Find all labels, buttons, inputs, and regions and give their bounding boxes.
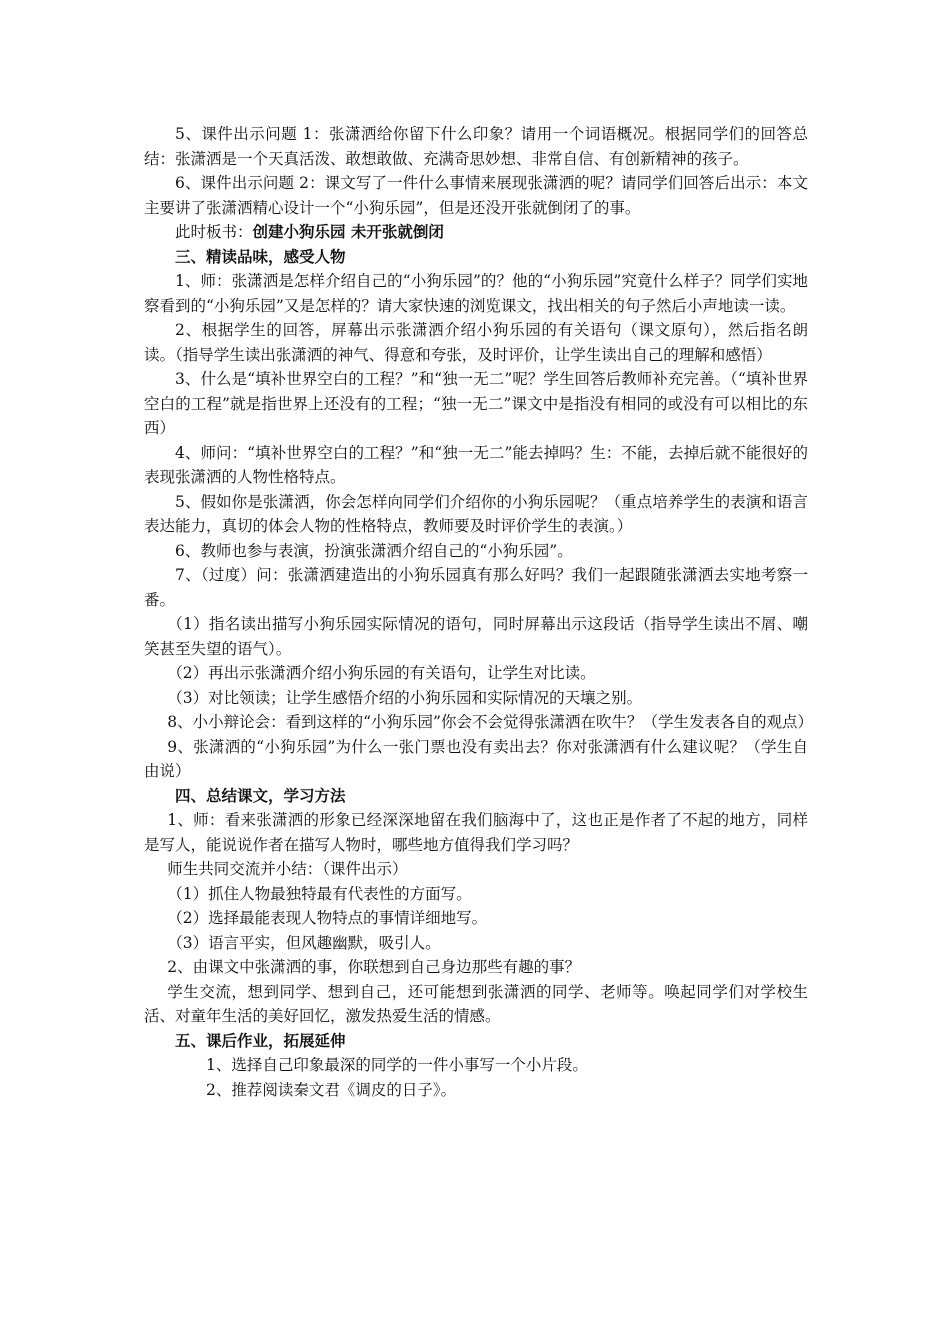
paragraph-3-7-3: （3）对比领读；让学生感悟介绍的小狗乐园和实际情况的天壤之别。 bbox=[167, 688, 643, 707]
paragraph-3-7-2: （2）再出示张潇洒介绍小狗乐园的有关语句，让学生对比读。 bbox=[167, 664, 596, 682]
paragraph-3-3: 3、什么是“填补世界空白的工程？”和“独一无二”呢？学生回答后教师补充完善。（“填补世界空白的工程”就是指世界上还没有的工程；“独一无二”课文中是指没有相同的或没有可以相比的东西） bbox=[144, 370, 808, 437]
document-body bbox=[144, 122, 813, 1102]
paragraph-3-7-1: （1）指名读出描写小狗乐园实际情况的语句，同时屏幕出示这段话（指导学生读出不屑、嘲笑甚至失望的语气）。 bbox=[144, 615, 808, 658]
paragraph-4-summary-3: （3）语言平实，但风趣幽默，吸引人。 bbox=[167, 933, 441, 952]
paragraph-3-7: 7、（过度）问：张潇洒建造出的小狗乐园真有那么好吗？我们一起跟随张潇洒去实地考察一番。 bbox=[144, 566, 808, 609]
paragraph-3-2: 2、根据学生的回答，屏幕出示张潇洒介绍小狗乐园的有关语句（课文原句），然后指名朗读。（指导学生读出张潇洒的神气、得意和夸张，及时评价，让学生读出自己的理解和感悟） bbox=[144, 321, 808, 364]
paragraph-3-9: 9、张潇洒的“小狗乐园”为什么一张门票也没有卖出去？你对张潇洒有什么建议呢？（学生自由说） bbox=[144, 737, 808, 780]
paragraph-question-1: 5、课件出示问题 1：张潇洒给你留下什么印象？请用一个词语概况。根据同学们的回答总结：张潇洒是一个天真活泼、敢想敢做、充满奇思妙想、非常自信、有创新精神的孩子。 bbox=[144, 125, 808, 168]
section-heading-4: 四、总结课文，学习方法 bbox=[175, 786, 346, 805]
paragraph-3-5: 5、假如你是张潇洒，你会怎样向同学们介绍你的小狗乐园呢？（重点培养学生的表演和语言表达能力，真切的体会人物的性格特点，教师要及时评价学生的表演。） bbox=[144, 492, 808, 535]
paragraph-3-4: 4、师问：“填补世界空白的工程？”和“独一无二”能去掉吗？生：不能，去掉后就不能很好的表现张潇洒的人物性格特点。 bbox=[144, 443, 808, 486]
blackboard-prefix: 此时板书： bbox=[175, 223, 253, 241]
blackboard-content: 创建小狗乐园 未开张就倒闭 bbox=[252, 223, 444, 241]
paragraph-blackboard-note bbox=[144, 220, 808, 245]
paragraph-4-1: 1、师：看来张潇洒的形象已经深深地留在我们脑海中了，这也正是作者了不起的地方，同样是写人，能说说作者在描写人物时，哪些地方值得我们学习吗？ bbox=[144, 811, 808, 854]
paragraph-4-exchange: 学生交流，想到同学、想到自己，还可能想到张潇洒的同学、老师等。唤起同学们对学校生活、对童年生活的美好回忆，激发热爱生活的情感。 bbox=[144, 982, 808, 1025]
paragraph-3-8: 8、小小辩论会：看到这样的“小狗乐园”你会不会觉得张潇洒在吹牛？（学生发表各自的观点） bbox=[167, 713, 813, 731]
section-heading-3: 三、精读品味，感受人物 bbox=[175, 247, 346, 266]
paragraph-3-6: 6、教师也参与表演，扮演张潇洒介绍自己的“小狗乐园”。 bbox=[175, 541, 573, 560]
paragraph-3-1: 1、师：张潇洒是怎样介绍自己的“小狗乐园”的？他的“小狗乐园”究竟什么样子？同学们实地察看到的“小狗乐园”又是怎样的？请大家快速的浏览课文，找出相关的句子然后小声地读一读。 bbox=[144, 272, 808, 315]
paragraph-4-summary-1: （1）抓住人物最独特最有代表性的方面写。 bbox=[167, 884, 472, 903]
paragraph-4-summary: 师生共同交流并小结：（课件出示） bbox=[167, 860, 408, 878]
paragraph-4-2: 2、由课文中张潇洒的事，你联想到自己身边那些有趣的事？ bbox=[167, 958, 581, 976]
paragraph-4-summary-2: （2）选择最能表现人物特点的事情详细地写。 bbox=[167, 909, 488, 927]
paragraph-5-1: 1、选择自己印象最深的同学的一件小事写一个小片段。 bbox=[206, 1056, 588, 1074]
paragraph-5-2: 2、推荐阅读秦文君《调皮的日子》。 bbox=[206, 1080, 457, 1099]
section-heading-5: 五、课后作业，拓展延伸 bbox=[175, 1031, 346, 1050]
paragraph-question-2: 6、课件出示问题 2：课文写了一件什么事情来展现张潇洒的呢？请同学们回答后出示：本文主要讲了张潇洒精心设计一个“小狗乐园”，但是还没开张就倒闭了的事。 bbox=[144, 174, 808, 217]
